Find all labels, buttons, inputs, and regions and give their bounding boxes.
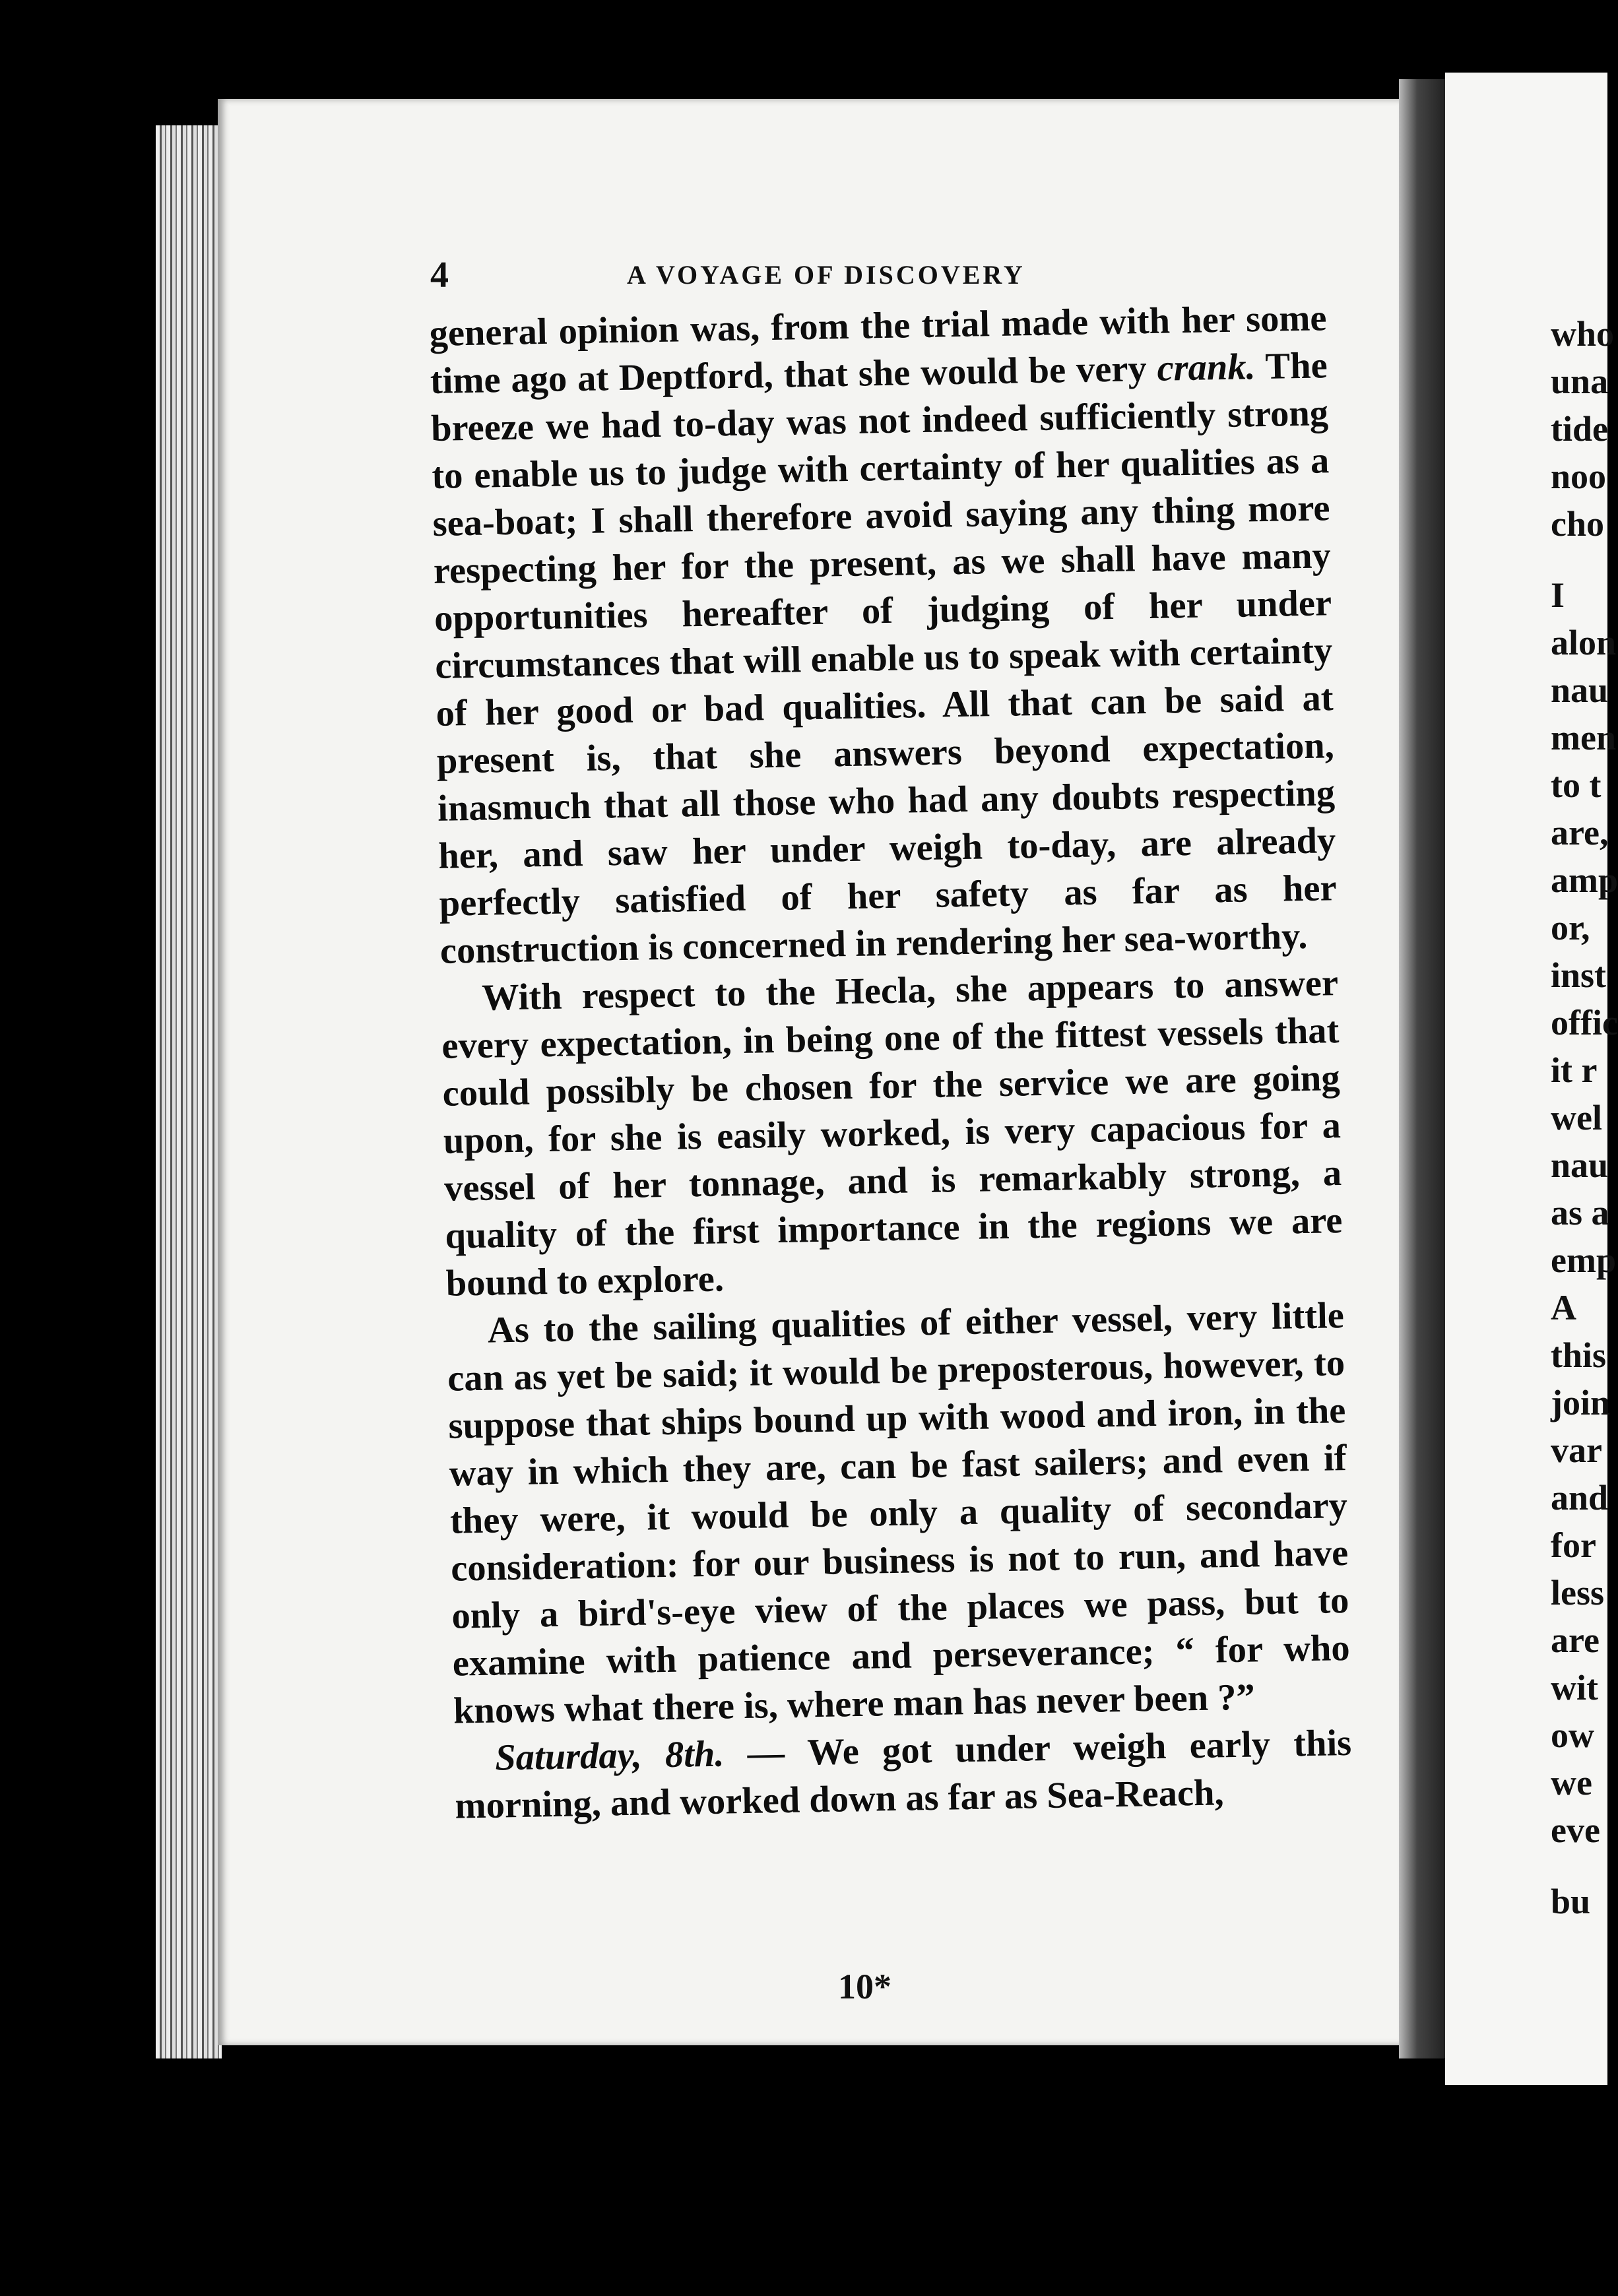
facing-line-fragment: una [1551, 362, 1609, 401]
facing-line-fragment: emp [1551, 1240, 1616, 1280]
paragraph [441, 959, 1344, 1308]
facing-line-fragment: nau [1551, 1145, 1609, 1185]
facing-line-fragment: bu [1551, 1882, 1591, 1921]
facing-line-fragment [1551, 548, 1607, 571]
paragraph-text: As to the sailing qualities of either vessel, very little can as yet be said; it would be preposterous, however, to suppose that ships bound up with wood and iron, in the way in which they are, can be fast sailers; and even if they were, it would be only a quality of secondary consideration: for our business is not to run, and have only a bird's-eye view of the places we pass, but to examine with patience and perseverance; “ for who knows what there is, where man has never been ?” [447, 1295, 1351, 1732]
facing-line-fragment: it r [1551, 1050, 1598, 1090]
paragraph-text: general opinion was, from the trial made with her some time ago at Deptford, that she would be very [429, 298, 1327, 402]
facing-line-fragment: noo [1551, 457, 1607, 496]
italic-word: crank. [1156, 346, 1256, 389]
running-title: A VOYAGE OF DISCOVERY [627, 260, 1025, 290]
facing-page-text [1551, 310, 1618, 2039]
facing-line-fragment [1551, 1854, 1607, 1878]
facing-line-fragment: or, [1551, 908, 1590, 947]
paragraph-text: The breeze we had to-day was not indeed sufficiently strong to enable us to judge with certainty of her qualities as a sea-boat; I shall therefore avoid saying any thing more respecting her for the present, as we shall have many opportunities hereafter of judging of her under circumstances that will enable us to speak with certainty of her good or bad qualities. All that can be said at present is, that she answers beyond expectation, inasmuch that all those who had any doubts respecting her, and saw her under weigh to-day, are already perfectly satisfied of her safety as far as her construction is concerned in rendering her sea-worthy. [430, 345, 1338, 972]
facing-line-fragment: are, [1551, 813, 1609, 852]
facing-line-fragment: var [1551, 1430, 1602, 1470]
signature-mark: 10* [838, 1967, 891, 2006]
paragraph [446, 1292, 1351, 1735]
facing-line-fragment: men [1551, 718, 1616, 757]
facing-line-fragment: to t [1551, 765, 1602, 805]
facing-line-fragment: are [1551, 1620, 1600, 1660]
facing-line-fragment: ow [1551, 1715, 1594, 1755]
facing-line-fragment: amp [1551, 860, 1618, 900]
facing-line-fragment: for [1551, 1525, 1596, 1565]
facing-line-fragment: cho [1551, 504, 1604, 544]
facing-line-fragment: alon [1551, 623, 1617, 662]
facing-line-fragment: join [1551, 1383, 1611, 1422]
paragraph [429, 294, 1338, 975]
facing-line-fragment: and [1551, 1478, 1609, 1517]
facing-line-fragment: offic [1551, 1003, 1618, 1042]
book-edge [156, 125, 222, 2058]
facing-line-fragment: who [1551, 314, 1615, 354]
facing-line-fragment: A [1551, 1288, 1576, 1327]
date-heading: Saturday, 8th. [494, 1733, 725, 1779]
facing-line-fragment: eve [1551, 1810, 1600, 1850]
facing-line-fragment: wit [1551, 1668, 1598, 1707]
facing-line-fragment: we [1551, 1763, 1592, 1802]
facing-line-fragment: as a [1551, 1193, 1609, 1232]
facing-line-fragment: I [1551, 575, 1565, 615]
facing-line-fragment: this [1551, 1335, 1607, 1375]
paragraph-text: — We got under weigh early this morning, and worked down as far as Sea-Reach, [455, 1722, 1352, 1827]
page-number: 4 [430, 255, 449, 296]
book-gutter [1399, 79, 1445, 2058]
facing-line-fragment: tide [1551, 409, 1608, 449]
paragraph-text: With respect to the Hecla, she appears to answer every expectation, in being one of the fittest vessels that could possibly be chosen for the service we are going upon, for she is easily worked, is very capacious for a vessel of her tonnage, and is remarkably strong, a quality of the first importance in the regions we are bound to explore. [441, 963, 1343, 1304]
facing-line-fragment: nau [1551, 670, 1609, 710]
facing-line-fragment: wel [1551, 1098, 1602, 1137]
facing-line-fragment: less [1551, 1573, 1604, 1612]
facing-line-fragment: inst [1551, 955, 1607, 995]
body-text [429, 294, 1353, 1830]
paragraph [454, 1719, 1353, 1830]
